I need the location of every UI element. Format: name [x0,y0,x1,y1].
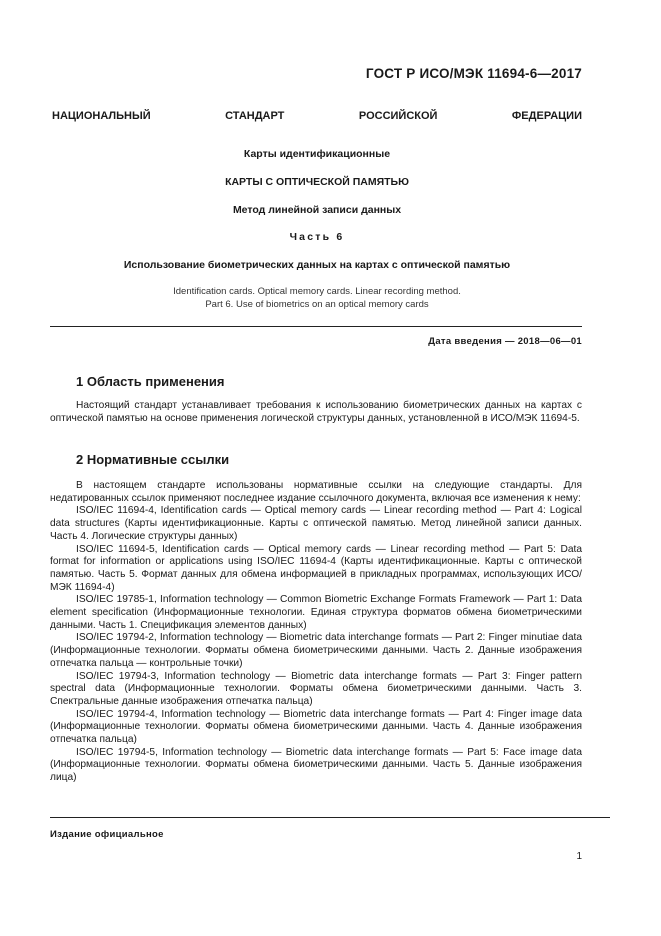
paragraph: Настоящий стандарт устанавливает требования к использованию биометрических данных на картах с оптической памятью на основе применения логической структуры данных, установленной в ИСО/МЭК 11694-5. [50,400,582,424]
reference-item: ISO/IEC 11694-5, Identification cards — Optical memory cards — Linear recording method — Part 5: Data format for information or applications using ISO/IEC 11694-4 (Карты идентификационные. Карты с оптической памятью. Часть 5. Формат данных для обмена информацией в прикладных программах, использующих ИСО/МЭК 11694-4) [50,543,582,593]
title-line-1: Карты идентификационные [243,148,391,160]
section-1-heading: 1 Область применения [76,374,225,389]
title-divider [50,326,582,327]
title-line-3: Метод линейной записи данных [232,204,402,216]
introduction-date: Дата введения — 2018—06—01 [428,336,582,347]
footer-divider [50,817,610,818]
section-2-body [50,480,582,785]
national-standard-banner [52,110,582,122]
reference-item: ISO/IEC 11694-4, Identification cards — Optical memory cards — Linear recording method — Part 4: Logical data structures (Карты идентификационные. Карты с оптической памятью. Метод линейной записи данных. Часть 4. Логические структуры данных) [50,505,582,542]
banner-word: ФЕДЕРАЦИИ [511,110,582,122]
banner-word: СТАНДАРТ [225,110,285,122]
section-1-body [50,400,582,425]
paragraph: В настоящем стандарте использованы нормативные ссылки на следующие стандарты. Для недатированных ссылок применяют последнее издание ссылочного документа, включая все изменения к нему: [50,480,582,504]
reference-item: ISO/IEC 19794-4, Information technology — Biometric data interchange formats — Part 4: Finger image data (Информационные технологии. Форматы обмена биометрическими данными. Часть 4. Данные изображения отпечатка пальца) [50,708,582,746]
title-line-2: КАРТЫ С ОПТИЧЕСКОЙ ПАМЯТЬЮ [225,176,409,188]
part-subtitle: Использование биометрических данных на картах с оптической памятью [123,259,511,271]
section-2-heading: 2 Нормативные ссылки [76,452,230,467]
document-number: ГОСТ Р ИСО/МЭК 11694-6—2017 [365,66,582,81]
english-title-line-1: Identification cards. Optical memory cards. Linear recording method. [173,286,461,297]
page-number: 1 [576,851,582,862]
reference-item: ISO/IEC 19794-5, Information technology — Biometric data interchange formats — Part 5: Face image data (Информационные технологии. Форматы обмена биометрическими данными. Часть 5. Данные изображения лица) [50,746,582,784]
part-number: Часть 6 [289,231,345,243]
banner-word: НАЦИОНАЛЬНЫЙ [52,110,151,122]
english-title [52,286,582,311]
reference-item: ISO/IEC 19794-2, Information technology — Biometric data interchange formats — Part 2: Finger minutiae data (Информационные технологии. Форматы обмена биометрическими данными. Часть 2. Данные изображения отпечатка пальца — контрольные точки) [50,632,582,669]
reference-item: ISO/IEC 19794-3, Information technology — Biometric data interchange formats — Part 3: Finger pattern spectral data (Информационные технологии. Форматы обмена биометрическими данными. Часть 3. Спектральные данные изображения отпечатка пальца) [50,670,582,707]
official-edition-label: Издание официальное [50,829,164,840]
banner-word: РОССИЙСКОЙ [358,110,438,122]
english-title-line-2: Part 6. Use of biometrics on an optical memory cards [205,298,429,310]
reference-item: ISO/IEC 19785-1, Information technology — Common Biometric Exchange Formats Framework — Part 1: Data element specification (Информационные технологии. Единая структура форматов обмена биометрическими данными. Часть 1. Спецификация элементов данных) [50,594,582,631]
